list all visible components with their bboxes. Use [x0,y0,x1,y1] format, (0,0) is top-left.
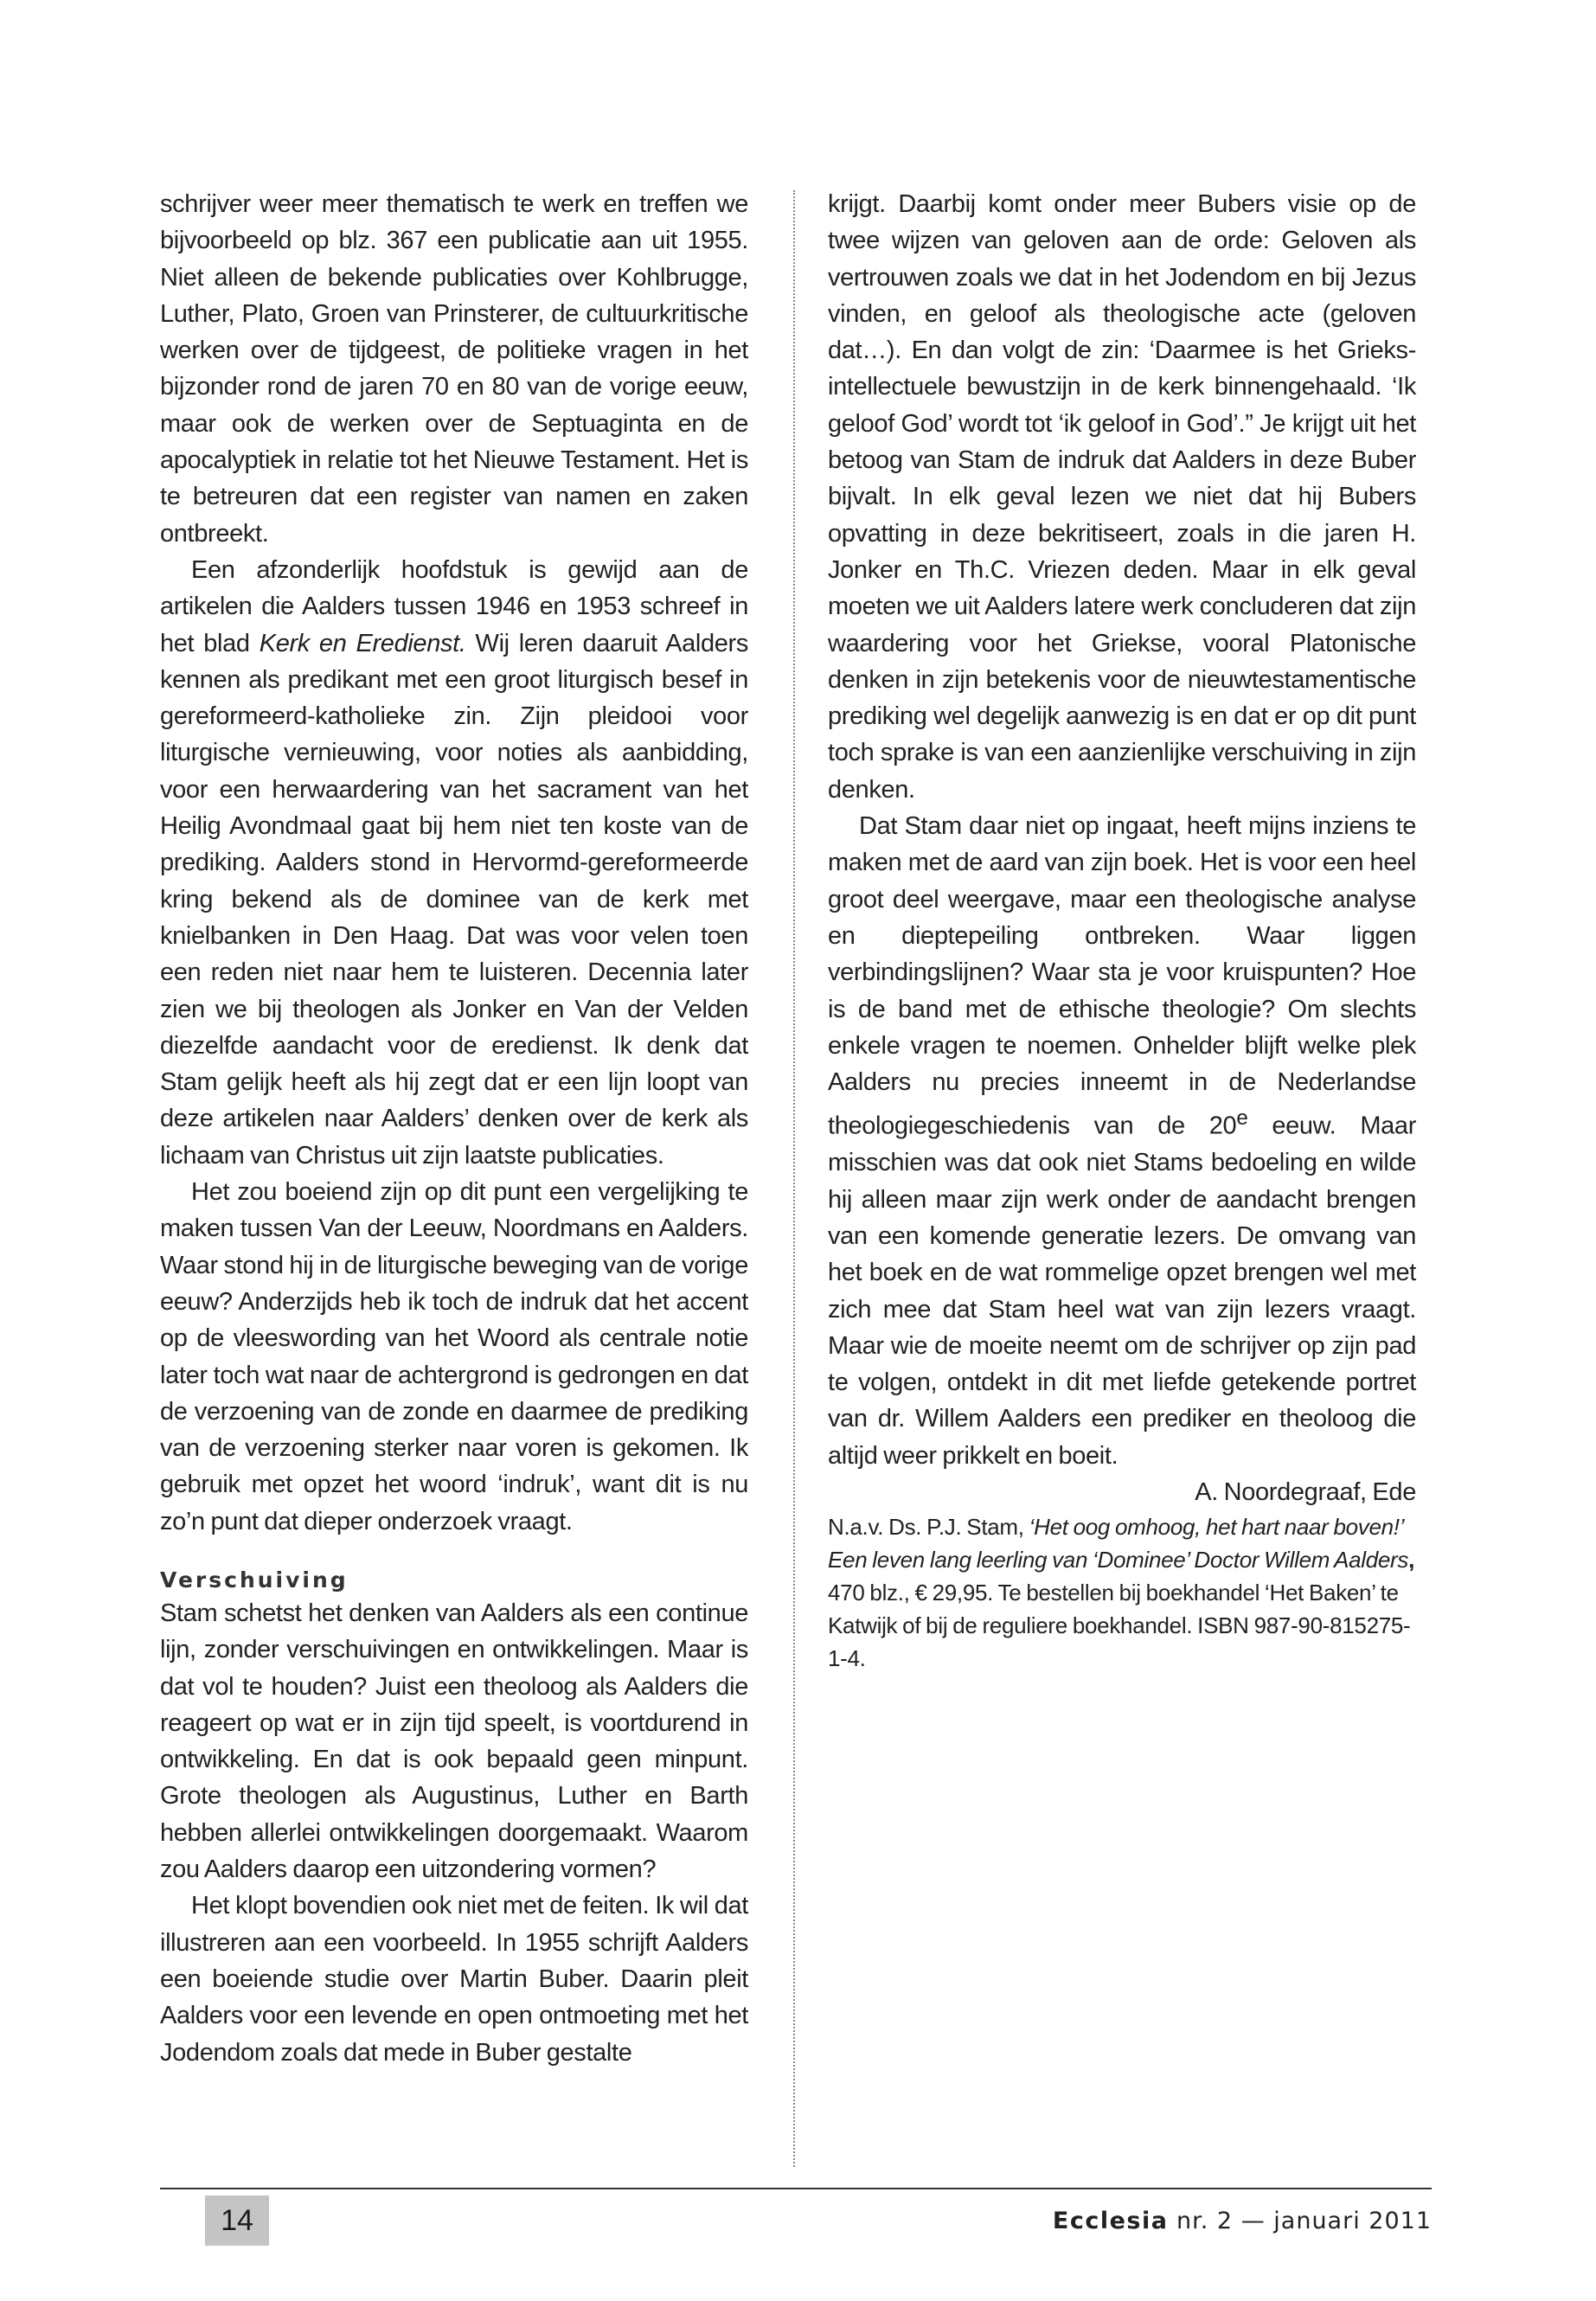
journal-issue-label [1053,2204,1432,2239]
column-divider [793,190,795,2167]
left-column [160,186,748,2071]
paragraph-text: Dat Stam daar niet op ingaat, heeft mijns inziens te maken met de aard van zijn boek. Het is voor een heel groot deel weergave, maar een theologische analyse en dieptepeiling ontbreken. Waar liggen verbindingslijnen? Waar sta je voor kruispunten? Hoe is de band met de ethische theologie? Om slechts enkele vragen te noemen. Onhelder blijft welke plek Aalders nu precies inneemt in de Nederlandse theologiegeschiedenis van de 20 [828,812,1416,1141]
paragraph-text: eeuw. Maar misschien was dat ook niet Stams bedoeling en wilde hij alleen maar zijn werk onder de aandacht brengen van een komende generatie lezers. De omvang van het boek en de wat rommelige opzet brengen wel met zich mee dat Stam heel wat van zijn lezers vraagt. Maar wie de moeite neemt om de schrijver op zijn pad te volgen, ontdekt in dit met liefde getekende portret van dr. Willem Aalders een prediker en theoloog die altijd weer prikkelt en boeit. [828,1112,1417,1470]
paragraph-text: Wij leren daaruit Aalders kennen als predikant met een groot liturgisch besef in gereformeerd-katholieke zin. Zijn pleidooi voor liturgische vernieuwing, voor noties als aanbidding, voor een herwaardering van het sacrament van het Heilig Avondmaal gaat bij hem niet ten koste van de prediking. Aalders stond in Hervormd-gereformeerde kring bekend als de dominee van de kerk met knielbanken in Den Haag. Dat was voor velen toen een reden niet naar hem te luisteren. Decennia later zien we bij theologen als Jonker en Van der Velden diezelfde aandacht voor de eredienst. Ik denk dat Stam gelijk heeft als hij zegt dat er een lijn loopt van deze artikelen naar Aalders’ denken over de kerk als lichaam van Christus uit zijn laatste publicaties. [160,629,748,1170]
book-reference-prefix: N.a.v. Ds. P.J. Stam, [828,1514,1029,1541]
paragraph: Het klopt bovendien ook niet met de feiten. Ik wil dat illustreren aan een voorbeeld. In 1955 schrijft Aalders een boeiende studie over Martin Buber. Daarin pleit Aalders voor een levende en open ontmoeting met het Jodendom zoals dat mede in Buber gestalte [160,1892,748,2067]
book-reference-details: 470 blz., € 29,95. Te bestellen bij boekhandel ‘Het Baken’ te Katwijk of bij de reguliere boekhandel. ISBN 987-90-815275-1-4. [828,1580,1411,1672]
paragraph: Stam schetst het denken van Aalders als een continue lijn, zonder verschuivingen en ontwikkelingen. Maar is dat vol te houden? Juist een theoloog als Aalders die reageert op wat er in zijn tijd speelt, is voortdurend in ontwikkeling. En dat is ook bepaald geen minpunt. Grote theologen als Augustinus, Luther en Barth hebben allerlei ontwikkelingen doorgemaakt. Waarom zou Aalders daarop een uitzondering vormen? [160,1599,748,1884]
paragraph: krijgt. Daarbij komt onder meer Bubers visie op de twee wijzen van geloven aan de orde: Geloven als vertrouwen zoals we dat in het Jodendom en bij Jezus vinden, en geloof als theologische acte (geloven dat…). En dan volgt de zin: ‘Daarmee is het Grieks-intellectuele bewustzijn in de kerk binnengehaald. ‘Ik geloof God’ wordt tot ‘ik geloof in God’.” Je krijgt uit het betoog van Stam de indruk dat Aalders in deze Buber bijvalt. In elk geval lezen we niet dat hij Bubers opvatting in deze bekritiseert, zoals in die jaren H. Jonker en Th.C. Vriezen deden. Maar in elk geval moeten we uit Aalders latere werk concluderen dat zijn waardering voor het Griekse, vooral Platonische denken in zijn betekenis voor de nieuwtestamentische prediking wel degelijk aanwezig is en dat er op dit punt toch sprake is van een aanzienlijke verschuiving in zijn denken. [828,190,1416,804]
author-signature: A. Noordegraaf, Ede [1195,1478,1416,1507]
journal-title-italic: Kerk en Eredienst. [259,629,466,657]
section-heading: Verschuiving [160,1567,349,1593]
book-reference [828,1510,1416,1675]
paragraph-text: Een afzonderlijk hoofdstuk is gewijd aan de artikelen die Aalders tussen 1946 en 1953 schreef in het blad [160,555,748,657]
book-title: ‘Het oog omhoog, het hart naar boven!’ Een leven lang leerling van ‘Dominee’ Doctor Willem Aalders [828,1514,1409,1574]
paragraph [828,808,1416,1474]
right-column [828,186,1416,1675]
page-number: 14 [221,2204,253,2237]
paragraph: Het zou boeiend zijn op dit punt een vergelijking te maken tussen Van der Leeuw, Noordmans en Aalders. Waar stond hij in de liturgische beweging van de vorige eeuw? Anderzijds heb ik toch de indruk dat het accent op de vleeswording van het Woord als centrale notie later toch wat naar de achtergrond is gedrongen en dat de verzoening van de zonde en daarmee de prediking van de verzoening sterker naar voren is gekomen. Ik gebruik met opzet het woord ‘indruk’, want dit is nu zo’n punt dat dieper onderzoek vraagt. [160,1178,748,1535]
book-title-comma: , [1408,1547,1415,1574]
footer-rule [160,2188,1432,2189]
journal-name: Ecclesia [1052,2208,1169,2234]
paragraph: schrijver weer meer thematisch te werk en treffen we bijvoorbeeld op blz. 367 een publicatie aan uit 1955. Niet alleen de bekende publicaties over Kohlbrugge, Luther, Plato, Groen van Prinsterer, de cultuurkritische werken over de tijdgeest, de politieke vragen in het bijzonder rond de jaren 70 en 80 van de vorige eeuw, maar ook de werken over de Septuaginta en de apocalyptiek in relatie tot het Nieuwe Testament. Het is te betreuren dat een register van namen en zaken ontbreekt. [160,190,748,548]
paragraph [160,552,748,1174]
journal-issue: nr. 2 — januari 2011 [1168,2208,1432,2234]
superscript: e [1236,1106,1248,1131]
page-number-box [205,2195,269,2246]
